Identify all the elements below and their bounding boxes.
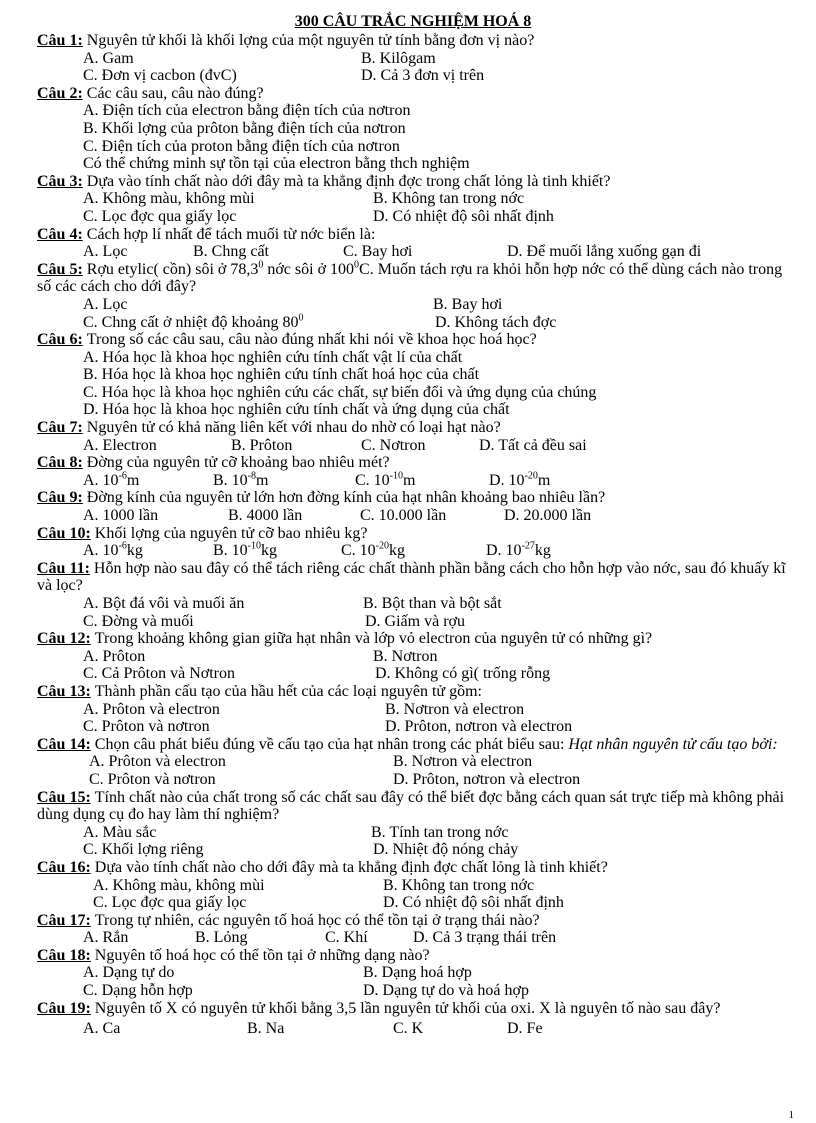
question-text: Nguyên tố X có nguyên tử khối bằng 3,5 lần nguyên tử khối của oxi. X là nguyên tố nào sau đây? [94,999,721,1017]
question-text: Chọn câu phát biểu đúng về cấu tạo của hạt nhân trong các phát biểu sau: [94,735,569,753]
options-8 [37,472,789,490]
question-text: Dựa vào tính chất nào dới đây mà ta khẳng định đợc trong chất lỏng là tinh khiết? [86,172,611,190]
option-b: B. Kilôgam [361,49,436,67]
question-text: Khối lợng của nguyên tử cỡ bao nhiêu kg? [94,524,368,542]
question-text: Thành phần cấu tạo của hầu hết của các loại nguyên tử gồm: [94,682,482,700]
question-18 [37,947,789,965]
document-page [37,12,789,1038]
options-12 [37,648,789,683]
option-c: C. Dạng hỗn hợp [83,982,193,1000]
option-a: A. Lọc [83,243,128,261]
option-d: D. Cả 3 đơn vị trên [361,67,485,85]
question-label: Câu 3: [37,172,83,190]
question-label: Câu 16: [37,858,91,876]
option-d: D. Có nhiệt độ sôi nhất định [373,207,554,225]
question-3 [37,173,789,191]
option-c: C. Hóa học là khoa học nghiên cứu các chất, sự biến đổi và ứng dụng của chúng [83,383,597,401]
option-b: B. Nơtron [373,647,438,665]
question-11 [37,560,789,595]
option-b: B. Chng cất [193,243,269,261]
question-label: Câu 11: [37,559,90,577]
option-c: C. Prôton và nơtron [83,718,210,736]
question-label: Câu 10: [37,524,91,542]
option-b: B. $10^{-10}kg$ [213,540,278,560]
question-text: Trong số các câu sau, câu nào đúng nhất khi nói về khoa học hoá học? [86,331,537,349]
question-13 [37,683,789,701]
question-label: Câu 6: [37,331,83,349]
option-c: C. Lọc đợc qua giấy lọc [93,894,247,912]
question-text: Tính chất nào của chất trong số các chất sau đây có thể biết đợc bằng cách quan sát trực tiếp mà không phải dùng dụng cụ đo hay làm thí nghiệm? [37,788,785,824]
question-12 [37,630,789,648]
question-text: Nguyên tử khối là khối lợng của một nguyên tử tính bằng đơn vị nào? [86,32,535,49]
option-b: B. Hóa học là khoa học nghiên cứu tính chất hoá học của chất [83,366,480,384]
options-15 [37,824,789,859]
option-b: B. Không tan trong nớc [383,876,535,894]
question-text: Trong tự nhiên, các nguyên tố hoá học có thể tồn tại ở trạng thái nào? [94,911,540,929]
options-4 [37,243,789,261]
question-text-italic: Hạt nhân nguyên tử cấu tạo bởi: [568,735,778,753]
option-c: C. Cả Prôton và Nơtron [83,665,236,683]
option-d: D. Giấm và rợu [365,612,465,630]
options-19 [37,1020,789,1038]
option-b: B. Không tan trong nớc [373,190,525,208]
option-c: C. Đờng và muối [83,612,194,630]
option-a: A. Prôton và electron [83,700,220,718]
option-c: C. $10^{-10}m$ [355,470,416,489]
question-10 [37,525,789,543]
option-b: B. Lỏng [195,929,248,947]
question-9 [37,489,789,507]
question-2 [37,85,789,103]
options-10 [37,542,789,560]
option-a: A. $10^{-6}kg$ [83,540,143,560]
option-d: Có thể chứng minh sự tồn tại của electron bằng thch nghiệm [83,155,470,173]
question-4 [37,226,789,244]
option-b: B. Bột than và bột sắt [363,595,502,612]
option-b: B. Bay hơi [433,295,503,313]
option-d: D. Hóa học là khoa học nghiên cứu tính chất và ứng dụng của chất [83,401,510,419]
options-5 [37,296,789,331]
option-d: D. Có nhiệt độ sôi nhất định [383,894,564,912]
option-d: D. Để muối lắng xuống gạn đi [507,243,702,261]
option-a: A. Bột đá vôi và muối ăn [83,595,245,612]
question-5 [37,261,789,296]
option-b: B. Nơtron và electron [385,700,525,718]
option-b: B. Prôton [231,436,293,454]
option-c: C. 10.000 lần [360,507,447,525]
question-6 [37,331,789,349]
option-b: B. 4000 lần [228,507,303,525]
option-b: B. Na [247,1020,285,1038]
option-c: C. K [393,1020,424,1038]
question-label: Câu 14: [37,735,91,753]
question-14 [37,736,789,754]
option-c: C. Chng cất ở nhiệt độ khoảng 80 [83,313,299,331]
question-text: Đờng của nguyên tử cỡ khoảng bao nhiêu mét? [86,454,390,472]
option-a: A. Gam [83,49,134,67]
options-3 [37,190,789,225]
question-text-c: C. Muốn tách rợu ra khỏi hỗn hợp nớc có thể dùng cách nào trong số các cách cho dới đây? [37,260,783,296]
option-c: C. Nơtron [361,436,426,454]
question-label: Câu 15: [37,788,91,806]
options-11 [37,595,789,630]
question-text-b: nớc sôi ở 100 [263,260,355,278]
option-a: A. $10^{-6}m$ [83,470,140,489]
option-d: D. Cả 3 trạng thái trên [413,929,557,947]
options-6 [37,349,789,419]
superscript: 0 [354,259,360,271]
option-a: A. Điện tích của electron bằng điện tích của nơtron [83,102,411,120]
option-d: D. Prôton, nơtron và electron [385,718,573,736]
question-label: Câu 5: [37,260,83,278]
option-d: D. Không tách đợc [435,313,557,331]
option-d: D. $10^{-27}kg$ [486,540,551,560]
options-16 [37,877,789,912]
option-c: C. Bay hơi [343,243,413,261]
option-d: D. Fe [507,1020,543,1038]
superscript: 0 [298,312,304,324]
question-7 [37,419,789,437]
options-9 [37,507,789,525]
superscript: 0 [258,259,264,271]
question-text: Cách hợp lí nhất để tách muối từ nớc biển là: [86,225,376,243]
option-a: A. Rắn [83,929,129,947]
option-c: C. $10^{-20}kg$ [341,540,406,560]
option-a: A. Màu sắc [83,823,157,841]
question-text: Hỗn hợp nào sau đây có thể tách riêng các chất thành phần bằng cách cho hỗn hợp vào nớc, sau đó khuấy kĩ và lọc? [37,559,786,595]
question-label: Câu 8: [37,454,83,472]
question-label: Câu 4: [37,225,83,243]
option-d: D. 20.000 lần [504,507,592,525]
option-d: D. Không có gì( trống rỗng [375,665,551,683]
question-label: Câu 7: [37,419,83,437]
options-17 [37,929,789,947]
option-b: B. Nơtron và electron [393,753,533,771]
question-text: Nguyên tử có khả năng liên kết với nhau do nhờ có loại hạt nào? [86,419,501,437]
options-18 [37,964,789,999]
options-2 [37,102,789,172]
option-a: A. Ca [83,1020,121,1038]
question-text: Các câu sau, câu nào đúng? [86,84,264,102]
option-b: B. Tính tan trong nớc [371,823,509,841]
option-c: C. Khối lợng riêng [83,841,204,859]
question-text: Nguyên tố hoá học có thể tồn tại ở những dạng nào? [94,946,430,964]
option-d: D. Prôton, nơtron và electron [393,770,581,788]
question-15 [37,789,789,824]
question-label: Câu 9: [37,489,83,507]
option-a: A. Không màu, không mùi [83,190,255,208]
option-c: C. Điện tích của proton bằng điện tích của nơtron [83,137,400,155]
question-label: Câu 12: [37,630,91,648]
question-17 [37,912,789,930]
option-b: B. Dạng hoá hợp [363,964,472,982]
option-d: D. Tất cả đều sai [479,436,587,454]
option-a: A. Prôton và electron [89,753,226,771]
document-title: 300 CÂU TRẮC NGHIỆM HOÁ 8 [294,13,532,30]
option-b: B. Khối lợng của prôton bằng điện tích của nơtron [83,119,406,137]
page-number: 1 [788,1109,794,1121]
option-a: A. Lọc [83,295,128,313]
question-text: Dựa vào tính chất nào cho dới đây mà ta khẳng định đợc chất lỏng là tinh khiết? [94,858,608,876]
option-b: B. $10^{-8}m$ [213,470,269,489]
option-a: A. Không màu, không mùi [93,876,265,894]
option-c: C. Lọc đợc qua giấy lọc [83,207,237,225]
option-c: C. Khí [325,929,368,947]
options-13 [37,701,789,736]
options-14 [37,753,789,788]
question-label: Câu 18: [37,946,91,964]
option-a: A. Prôton [83,647,146,665]
question-19 [37,1000,789,1018]
option-d: D. $10^{-20}m$ [489,470,551,489]
question-label: Câu 1: [37,32,83,49]
option-d: D. Nhiệt độ nóng chảy [373,841,519,859]
option-c: C. Prôton và nơtron [89,770,216,788]
options-1 [37,50,789,85]
question-label: Câu 19: [37,999,91,1017]
option-d: D. Dạng tự do và hoá hợp [363,982,529,1000]
option-a: A. 1000 lần [83,507,159,525]
question-text: Đờng kính của nguyên tử lớn hơn đờng kính của hạt nhân khoảng bao nhiêu lần? [86,489,606,507]
question-8 [37,454,789,472]
question-text: Rợu etylic( cồn) sôi ở 78,3 [86,260,259,278]
options-7 [37,437,789,455]
option-a: A. Electron [83,436,157,454]
question-label: Câu 13: [37,682,91,700]
option-a: A. Dạng tự do [83,964,175,982]
option-c: C. Đơn vị cacbon (đvC) [83,67,237,85]
question-label: Câu 2: [37,84,83,102]
question-16 [37,859,789,877]
question-1 [37,32,789,50]
question-label: Câu 17: [37,911,91,929]
option-a: A. Hóa học là khoa học nghiên cứu tính chất vật lí của chất [83,348,463,366]
question-text: Trong khoảng không gian giữa hạt nhân và lớp vỏ electron của nguyên tử có những gì? [94,630,653,648]
